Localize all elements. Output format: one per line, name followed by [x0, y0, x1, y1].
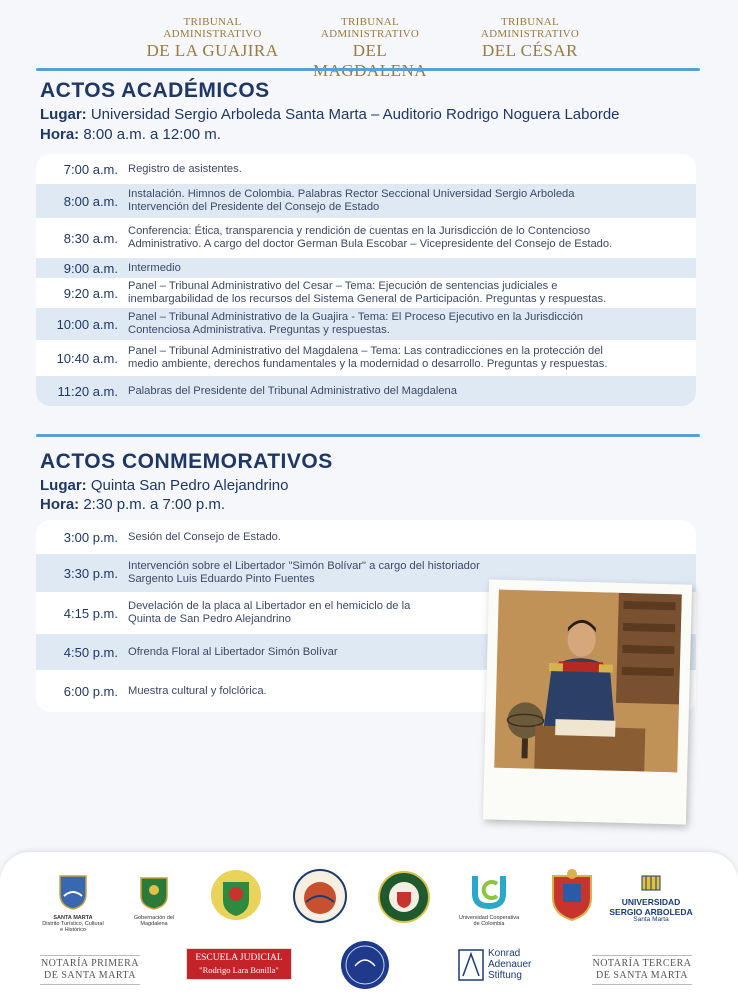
konrad-adenauer-line2: Adenauer: [488, 959, 532, 970]
ucc-caption: Universidad Cooperativa de Colombia: [458, 915, 520, 927]
round-seal-icon: [340, 940, 390, 990]
schedule-row: [36, 184, 696, 218]
schedule-row: [36, 258, 696, 278]
academic-schedule: [36, 154, 696, 406]
gobernacion-shield-icon: [139, 874, 169, 910]
tribunal-magdalena: [296, 16, 444, 81]
schedule-description: Ofrenda Floral al Libertador Simón Bolívar: [128, 645, 338, 658]
ucc-mark-icon: [469, 872, 509, 910]
schedule-time: 7:00 a.m.: [63, 161, 118, 177]
schedule-description: Develación de la placa al Libertador en el hemiciclo de la Quinta de San Pedro Alejandrino: [128, 600, 411, 625]
schedule-time: 10:00 a.m.: [56, 316, 118, 332]
schedule-row: [36, 218, 696, 258]
konrad-adenauer-mark-icon: [458, 949, 484, 981]
schedule-description: Conferencia: Ética, transparencia y rendición de cuentas en la Jurisdicción de lo Contencioso Administrativo. A cargo del doctor German Bula Escobar – Vicepresidente del Consejo de Estado.: [128, 225, 613, 250]
commemorative-place-label: Lugar:: [40, 477, 87, 494]
bolivar-painting: [494, 590, 682, 773]
schedule-description: Registro de asistentes.: [128, 162, 242, 175]
round-seal-logo: [338, 940, 392, 995]
commemorative-time: [40, 496, 225, 513]
konrad-adenauer-logo: [458, 948, 568, 981]
schedule-row: [36, 308, 696, 340]
schedule-description: Panel – Tribunal Administrativo del Magdalena – Tema: Las contradicciones en la protección del medio ambiente, derechos fundamentales y la modernidad o desarrollo. Preguntas y respuestas.: [128, 345, 608, 370]
notaria-tercera-line2: DE SANTA MARTA: [595, 970, 689, 981]
academic-time-label: Hora:: [40, 126, 80, 143]
academic-time-value: 8:00 a.m. a 12:00 m.: [79, 126, 221, 143]
notaria-primera-text: [40, 955, 140, 985]
academic-place-value: Universidad Sergio Arboleda Santa Marta – Auditorio Rodrigo Noguera Laborde: [86, 106, 620, 123]
schedule-description: Palabras del Presidente del Tribunal Administrativo del Magdalena: [128, 384, 457, 397]
sponsors-bar: [0, 852, 738, 1000]
police-seal-icon: [377, 870, 431, 924]
tribunal-cesar: [455, 16, 605, 61]
usa-line1: UNIVERSIDAD: [621, 897, 681, 907]
escuela-judicial-logo: [186, 948, 292, 980]
schedule-row: [36, 340, 696, 376]
notaria-primera-line2: DE SANTA MARTA: [43, 970, 137, 981]
schedule-time: 11:20 a.m.: [57, 383, 118, 399]
schedule-time: 4:15 p.m.: [63, 605, 118, 621]
tribunal-magdalena-line1: TRIBUNAL ADMINISTRATIVO: [320, 16, 420, 40]
schedule-row: [36, 154, 696, 184]
tribunal-guajira-line2: DE LA GUAJIRA: [146, 41, 279, 60]
notaria-tercera-logo: [592, 955, 692, 985]
schedule-description: Intermedio: [128, 261, 181, 274]
schedule-description: Instalación. Himnos de Colombia. Palabras Rector Seccional Universidad Sergio Arboleda Intervención del Presidente del Consejo de Estado: [128, 188, 575, 213]
konrad-adenauer-text: [488, 948, 531, 981]
schedule-time: 9:00 a.m.: [63, 260, 118, 276]
schedule-row: [36, 278, 696, 308]
heraldic-crest-icon: [549, 868, 595, 922]
academic-place: [40, 106, 620, 123]
notaria-tercera-line1: NOTARÍA TERCERA: [592, 958, 692, 969]
tribunal-cesar-line1: TRIBUNAL ADMINISTRATIVO: [480, 16, 580, 40]
escuela-judicial-line1: ESCUELA JUDICIAL: [195, 953, 283, 963]
usa-tower-icon: [640, 872, 662, 892]
gobernacion-caption: Gobernación del Magdalena: [133, 915, 175, 927]
universidad-magdalena-seal-icon: [292, 868, 348, 924]
escuela-judicial-box: [186, 948, 292, 980]
santa-marta-caption: SANTA MARTA: [53, 915, 93, 921]
schedule-time: 4:50 p.m.: [63, 644, 118, 660]
academic-time: [40, 126, 221, 143]
schedule-time: 9:20 a.m.: [63, 285, 118, 301]
schedule-row: [36, 376, 696, 406]
tribunal-guajira-line1: TRIBUNAL ADMINISTRATIVO: [163, 16, 262, 40]
schedule-time: 6:00 p.m.: [63, 683, 118, 699]
schedule-description: Intervención sobre el Libertador "Simón Bolívar" a cargo del historiador Sargento Luis Eduardo Pinto Fuentes: [128, 560, 480, 585]
schedule-description: Panel – Tribunal Administrativo de la Guajira - Tema: El Proceso Ejecutivo en la Jurisdicción Contenciosa Administrativa. Preguntas y respuestas.: [128, 311, 583, 336]
usa-line2: SERGIO ARBOLEDA: [609, 907, 693, 917]
schedule-time: 3:00 p.m.: [63, 529, 118, 545]
police-logo: [374, 870, 434, 929]
academic-title: ACTOS ACADÉMICOS: [40, 79, 270, 102]
konrad-adenauer-row: [458, 948, 568, 981]
commemorative-time-label: Hora:: [40, 496, 80, 513]
academic-place-label: Lugar:: [40, 106, 87, 123]
santa-marta-subcaption: Distrito Turístico, Cultural e Histórico: [42, 921, 104, 933]
schedule-description: Sesión del Consejo de Estado.: [128, 530, 281, 543]
tribunal-cesar-line2: DEL CÉSAR: [482, 41, 578, 60]
tribunal-magdalena-line2: DEL: [352, 41, 388, 60]
ucc-logo: [458, 872, 520, 927]
schedule-time: 3:30 p.m.: [63, 565, 118, 581]
notaria-primera-logo: [40, 955, 140, 985]
heraldic-logo: [546, 868, 598, 927]
header-institutions: [0, 16, 738, 60]
commemorative-place: [40, 477, 288, 494]
section-divider-commemorative: [36, 434, 700, 437]
commemorative-title: ACTOS CONMEMORATIVOS: [40, 450, 333, 473]
coat-of-arms-icon: [209, 868, 263, 922]
schedule-description: Panel – Tribunal Administrativo del Cesar – Tema: Ejecución de sentencias judiciales e inembargabilidad de los recursos del Sistema General de Participación. Preguntas y respuestas.: [128, 280, 607, 305]
santa-marta-shield-icon: [58, 874, 88, 910]
notaria-tercera-text: [592, 955, 692, 985]
usa-line3: Santa Marta: [633, 916, 669, 923]
schedule-description: Muestra cultural y folclórica.: [128, 684, 267, 697]
section-divider-academic: [36, 68, 700, 71]
bolivar-photo-frame: [483, 579, 692, 824]
schedule-time: 10:40 a.m.: [56, 350, 118, 366]
schedule-row: [36, 520, 696, 554]
tribunal-guajira: [140, 16, 285, 61]
santa-marta-logo: [40, 874, 106, 933]
commemorative-time-value: 2:30 p.m. a 7:00 p.m.: [79, 496, 226, 513]
konrad-adenauer-line3: Stiftung: [488, 970, 522, 981]
seal-logo-1: [206, 868, 266, 927]
commemorative-place-value: Quinta San Pedro Alejandrino: [86, 477, 289, 494]
schedule-time: 8:00 a.m.: [63, 193, 118, 209]
konrad-adenauer-line1: Konrad: [488, 948, 521, 959]
schedule-time: 8:30 a.m.: [63, 230, 118, 246]
universidad-magdalena-logo: [290, 868, 350, 929]
gobernacion-logo: [128, 874, 180, 927]
escuela-judicial-line2: "Rodrigo Lara Bonilla": [199, 965, 279, 975]
usa-logo: [606, 872, 696, 923]
bolivar-illustration: [494, 590, 682, 773]
notaria-primera-line1: NOTARÍA PRIMERA: [40, 958, 140, 969]
